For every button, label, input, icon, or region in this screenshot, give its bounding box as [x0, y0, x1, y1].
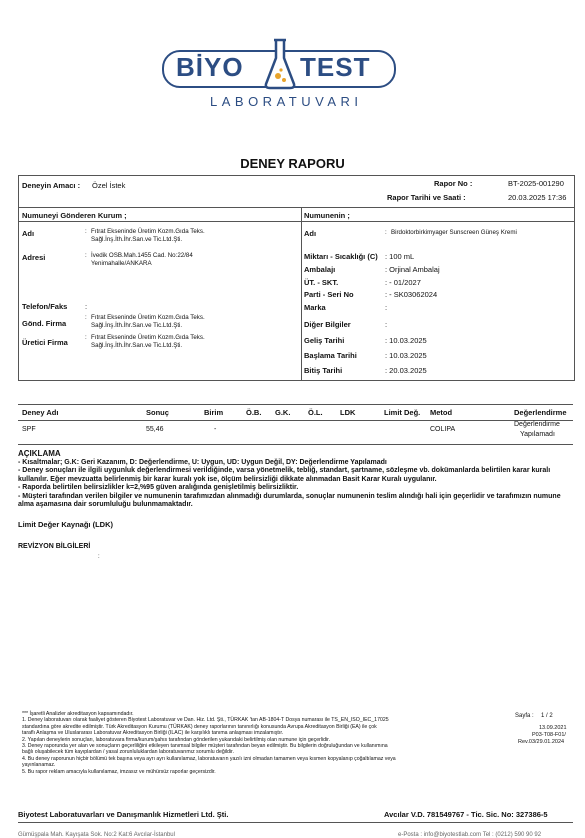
sample-info-box: Deneyin Amacı : Özel İstek Rapor No : BT-2025-001290 Rapor Tarihi ve Saati : 20.03.2025 17:36 Numuneyi Gönderen Kurum ; Numunenin ; Adı : Fıtrat Ekseninde Üretim Kozm.Gıda Teks. Sağl.İnş.İth.İhr.San.ve Tic.Ltd.Şti. Adresi : İvedik OSB.Mah.1455 Cad. No:22/84 Yenimahalle/ANKARA Telefon/Faks : Gönd. Firma : Fıtrat Ekseninde Üretim Kozm.Gıda Teks. Sağl.İnş.İth.İhr.San.ve Tic.Ltd.Şti. Üretici Firma : Fıtrat Ekseninde Üretim Kozm.Gıda Teks. Sağl.İnş.İth.İhr.San.ve Tic.Ltd.Şti. Adı : Birdoktorbirkimyager Sunscreen Güneş Kremi Miktarı - Sıcaklığı (C) : 100 mL Ambalajı : Orjinal Ambalaj ÜT. - SKT. : - 01/2027 Parti - Seri No : - SK03062024 Marka : Diğer Bilgiler : Geliş Tarihi : 10.03.2025 Başlama Tarihi : 10.03.2025 Bitiş Tarihi : 20.03.2025 [18, 175, 575, 381]
uretici-value: Fıtrat Ekseninde Üretim Kozm.Gıda Teks. Sağl.İnş.İth.İhr.San.ve Tic.Ltd.Şti. [91, 334, 205, 349]
aciklama-line: - Raporda belirtilen belirsizlikler k=2,%95 güven aralığında genişletilmiş belirsizliktir. [18, 484, 299, 491]
cell-metod: COLIPA [430, 426, 456, 433]
numune-adi-label: Adı [304, 229, 317, 238]
gelis-value: : 10.03.2025 [385, 336, 427, 345]
footnote: standardına göre akredite edilmiştir. Türk Akreditasyon Kurumu (TÜRKAK) deney raporlarının tanınırlığı konusunda Avrupa Akreditasyon Birliği (EA) ile çok [22, 723, 377, 730]
aciklama-line: - Kısaltmalar; G.K: Geri Kazanım, D: Değerlendirme, U: Uygun, UD: Uygun Değil, DY: Değerlendirme Yapılamadı [18, 458, 387, 466]
tax-info: Avcılar V.D. 781549767 - Tic. Sic. No: 327386-5 [384, 810, 548, 819]
cell-deg-2: Yapılamadı [520, 431, 555, 438]
sayfa-label: Sayfa : [515, 713, 534, 719]
ambalaj-value: : Orjinal Ambalaj [385, 265, 440, 274]
gond-firma-label: Gönd. Firma [22, 319, 67, 328]
aciklama-line: - Deney sonuçları ile ilgili uygunluk değerlendirmesi verildiğinde, varsa yönetmelik, tebliğ, standart, şartname, sözleşme vb. dokümanlarda belirtilen karar kuralı [18, 467, 551, 474]
col-deney: Deney Adı [22, 408, 59, 417]
numune-adi-value: Birdoktorbirkimyager Sunscreen Güneş Kremi [391, 229, 517, 236]
cell-sonuc: 55,46 [146, 426, 164, 433]
aciklama-line: - Müşteri tarafından verilen bilgiler ve numunenin tarafımızdan alınmadığı durumlarda, sonuçlar numunenin teslim alındığı hali için geçerlidir ve tarafımızın numune [18, 492, 561, 500]
baslama-value: : 10.03.2025 [385, 351, 427, 360]
logo-left-text: BİYO [176, 52, 244, 82]
bitis-value: : 20.03.2025 [385, 366, 427, 375]
footnotes [22, 711, 462, 775]
col-sonuc: Sonuç [146, 408, 169, 417]
rapor-no-value: BT-2025-001290 [508, 179, 564, 188]
parti-label: Parti - Seri No [304, 290, 354, 299]
address: Gümüşpala Mah. Kayışata Sok. No:2 Kat:6 Avcılar-İstanbul [18, 832, 175, 838]
gond-firma-value: Fıtrat Ekseninde Üretim Kozm.Gıda Teks. Sağl.İnş.İth.İhr.San.ve Tic.Ltd.Şti. [91, 314, 205, 329]
col-gk: G.K. [275, 408, 291, 417]
footnote: 1. Deney laboratuvarı olarak faaliyet gösteren Biyotest Laboratuvar ve Dan. Hiz. Ltd. Şti., TÜRKAK 'tan AB-1804-T Dosya numarası ile TS_EN_ISO_IEC_17025 [22, 717, 389, 724]
divider [301, 207, 302, 380]
diger-label: Diğer Bilgiler [304, 320, 351, 329]
form-code: P03-T08-F01/ [532, 732, 566, 738]
flask-icon [260, 36, 300, 92]
aciklama-title: AÇIKLAMA [18, 449, 61, 458]
footnote: 2. Yapılan deneylerin sonuçları, laboratuvara firma/kurum/şahıs tarafından gönderilen yukarıdaki belirtilmiş olan numune için geçerlidir. [22, 736, 331, 743]
tel-value: : [85, 302, 88, 311]
parti-value: : - SK03062024 [385, 290, 438, 299]
footnote: bağlı oluşabilecek tüm kayıplardan / yasal zorunluluklardan laboratuvarımız sorumlu değildir. [22, 749, 234, 756]
cell-deney: SPF [22, 426, 36, 433]
col-ldk: LDK [340, 408, 356, 417]
results-table-header [18, 404, 573, 421]
col-limit: Limit Değ. [384, 408, 421, 417]
adi-label: Adı [22, 229, 35, 238]
cell-birim: - [214, 426, 217, 433]
footnote: 3. Deney raporunda yer alan ve sonuçların geçerliliğini etkileyen tanımsal bilgiler müşteri tarafından beyan edilmiştir. Bu bilgilerin doğruluğundan ve kullanımına [22, 743, 388, 750]
ambalaj-label: Ambalajı [304, 265, 336, 274]
diger-value: : [385, 320, 388, 329]
footnote: yayınlanamaz. [22, 762, 56, 769]
aciklama-section [18, 450, 573, 510]
aciklama-line: kullanılır. Eğer mevzuatta belirlenmiş bir karar kuralı yok ise, ölçüm belirsizliği dikkate alınmadan Basit Karar Kuralı uygulanır. [18, 475, 437, 483]
col-ob: Ö.B. [246, 408, 262, 417]
contact: e-Posta : info@biyotestlab.com Tel : (0212) 590 90 92 [398, 832, 542, 838]
logo-subtitle: LABORATUVARI [210, 94, 363, 109]
footnote: *** İşaretli Analizler akreditasyon kapsamındadır. [22, 711, 134, 717]
footer-divider [18, 822, 573, 823]
form-rev: Rev.03/29.01.2024 [518, 739, 565, 745]
marka-label: Marka [304, 303, 326, 312]
report-title: DENEY RAPORU [240, 156, 345, 171]
footnote: 4. Bu deney raporunun hiçbir bölümü tek başına veya ayrı ayrı kullanılamaz, laboratuvarın yazılı izni olmadan tamamen veya kısmen kopyalanıp çoğaltılamaz veya [22, 755, 396, 762]
footnote: taraflı Anlaşma ve Uluslararası Laboratuvar Akreditasyon Birliği (ILAC) ile karşılıklı tanıma anlaşması imzalamıştır. [22, 730, 284, 737]
revizyon-value: : [98, 554, 100, 560]
rapor-tarih-value: 20.03.2025 17:36 [508, 193, 567, 202]
footnote: 5. Bu rapor reklam amacıyla kullanılamaz, imzasız ve mühürsüz raporlar geçersizdir. [22, 768, 216, 775]
gonderen-label: Numuneyi Gönderen Kurum ; [22, 211, 127, 220]
table-row [18, 420, 573, 445]
bitis-label: Bitiş Tarihi [304, 366, 343, 375]
aciklama-line: alma aşamasına dair sorumluluğu bulunmamaktadır. [18, 501, 193, 508]
numunenin-label: Numunenin ; [304, 211, 350, 220]
logo-right-text: TEST [300, 52, 371, 82]
adi-value: Fıtrat Ekseninde Üretim Kozm.Gıda Teks. Sağl.İnş.İth.İhr.San.ve Tic.Ltd.Şti. [91, 228, 205, 243]
ut-skt-value: : - 01/2027 [385, 278, 421, 287]
adres-value: İvedik OSB.Mah.1455 Cad. No:22/84 Yenimahalle/ANKARA [91, 252, 193, 267]
form-date: 13.09.2021 [539, 725, 567, 731]
col-ol: Ö.L. [308, 408, 323, 417]
uretici-label: Üretici Firma [22, 338, 68, 347]
ut-skt-label: ÜT. - SKT. [304, 278, 339, 287]
amac-value: Özel İstek [92, 181, 126, 190]
company-name: Biyotest Laboratuvarları ve Danışmanlık Hizmetleri Ltd. Şti. [18, 810, 229, 819]
rapor-tarih-label: Rapor Tarihi ve Saati : [387, 193, 466, 202]
col-metod: Metod [430, 408, 453, 417]
sayfa-value: 1 / 2 [541, 713, 553, 719]
baslama-label: Başlama Tarihi [304, 351, 357, 360]
adres-label: Adresi [22, 253, 46, 262]
gelis-label: Geliş Tarihi [304, 336, 345, 345]
col-birim: Birim [204, 408, 224, 417]
miktar-value: : 100 mL [385, 252, 415, 261]
marka-value: : [385, 303, 388, 312]
divider [19, 207, 574, 208]
tel-label: Telefon/Faks [22, 302, 68, 311]
col-degerlendirme: Değerlendirme [514, 408, 567, 417]
miktar-label: Miktarı - Sıcaklığı (C) [304, 252, 378, 261]
revizyon-label: REVİZYON BİLGİLERİ [18, 543, 91, 550]
rapor-no-label: Rapor No : [434, 179, 473, 188]
cell-deg-1: Değerlendirme [514, 421, 560, 428]
divider [19, 221, 574, 222]
ldk-label: Limit Değer Kaynağı (LDK) [18, 520, 114, 529]
amac-label: Deneyin Amacı : [22, 181, 81, 190]
